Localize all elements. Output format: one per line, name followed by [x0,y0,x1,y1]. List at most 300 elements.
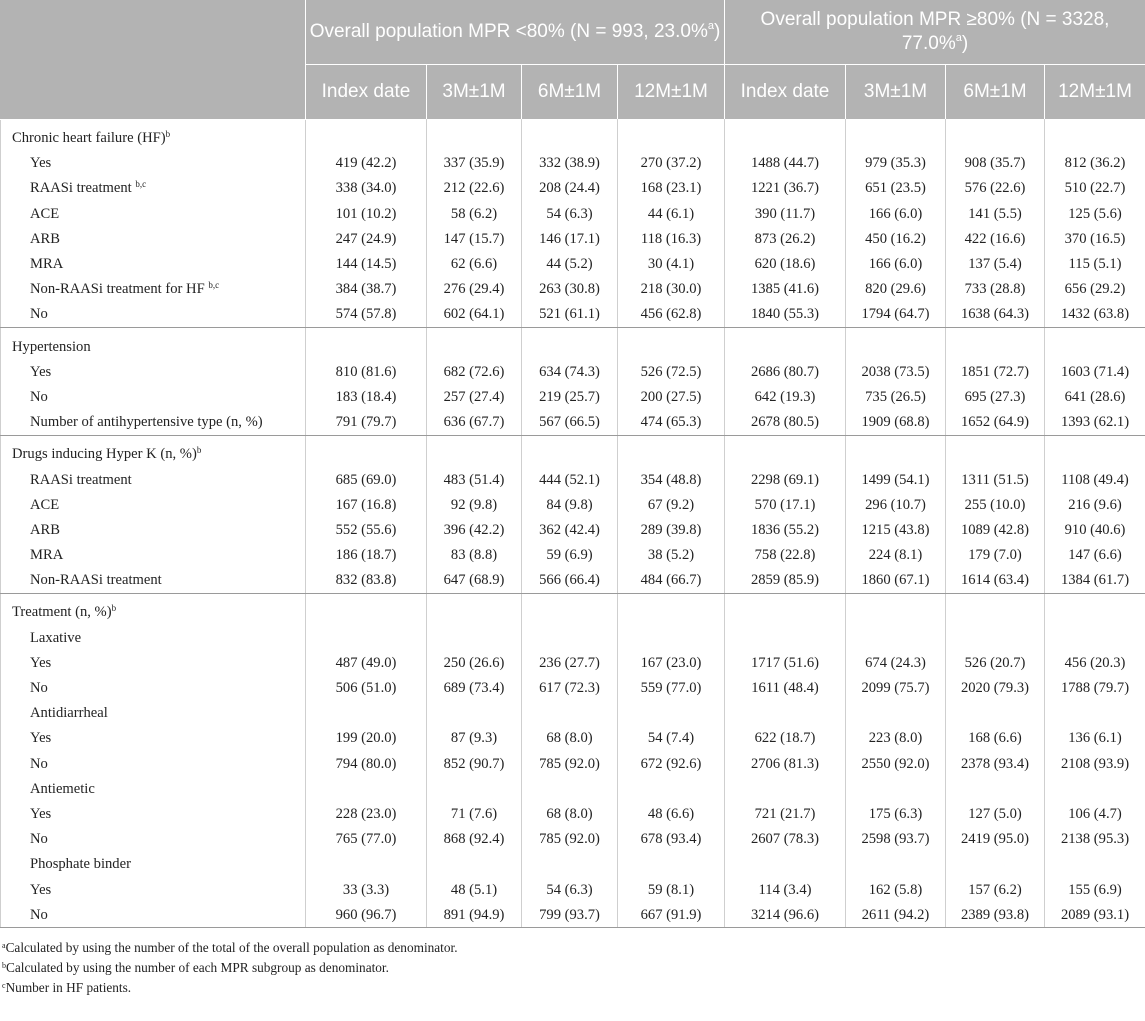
table-cell: 642 (19.3) [725,384,846,409]
row-label-text: RAASi treatment [30,471,132,488]
table-cell: 92 (9.8) [427,492,522,517]
column-header: 3M±1M [846,65,946,120]
row-label [1,410,306,436]
row-label [1,302,306,328]
table-cell: 672 (92.6) [618,751,725,776]
row-label [1,827,306,852]
table-cell: 510 (22.7) [1045,176,1145,201]
table-cell [946,328,1045,360]
table-cell [306,625,427,650]
table-cell [427,701,522,726]
table-cell: 166 (6.0) [846,201,946,226]
table-cell: 873 (26.2) [725,226,846,251]
table-cell: 2686 (80.7) [725,359,846,384]
table-cell [1045,119,1145,151]
table-row [1,827,1145,852]
group-header-sup: a [707,20,714,32]
group-header-mpr-above-80 [725,0,1145,65]
table-cell: 2378 (93.4) [946,751,1045,776]
row-label [1,251,306,276]
table-cell: 144 (14.5) [306,251,427,276]
table-cell [427,625,522,650]
table-cell: 338 (34.0) [306,176,427,201]
table-cell: 2020 (79.3) [946,675,1045,700]
table-cell: 641 (28.6) [1045,384,1145,409]
table-cell: 67 (9.2) [618,492,725,517]
table-row [1,801,1145,826]
table-cell [725,593,846,625]
row-label-text: ARB [30,521,61,538]
table-cell: 891 (94.9) [427,902,522,928]
table-cell: 1652 (64.9) [946,410,1045,436]
table-cell: 208 (24.4) [522,176,618,201]
table-cell: 218 (30.0) [618,277,725,302]
table-row [1,176,1145,201]
table-cell: 2859 (85.9) [725,568,846,594]
table-cell: 1909 (68.8) [846,410,946,436]
table-cell: 250 (26.6) [427,650,522,675]
column-header: 12M±1M [618,65,725,120]
table-cell: 799 (93.7) [522,902,618,928]
table-cell: 647 (68.9) [427,568,522,594]
row-label-text: Yes [30,363,52,380]
table-cell: 390 (11.7) [725,201,846,226]
table-cell [725,328,846,360]
row-label-text: Number of antihypertensive type (n, %) [30,414,263,431]
table-cell [618,119,725,151]
table-row [1,226,1145,251]
footnote-marker: c [2,981,6,991]
row-label [1,384,306,409]
row-label [1,701,306,726]
table-cell: 1432 (63.8) [1045,302,1145,328]
table-row [1,201,1145,226]
table-cell [725,625,846,650]
table-cell: 38 (5.2) [618,543,725,568]
table-cell: 83 (8.8) [427,543,522,568]
table-cell [725,435,846,467]
row-label-text: No [30,388,48,405]
table-cell: 2108 (93.9) [1045,751,1145,776]
table-cell: 617 (72.3) [522,675,618,700]
table-cell: 567 (66.5) [522,410,618,436]
row-label [1,675,306,700]
row-label [1,176,306,201]
table-cell: 289 (39.8) [618,517,725,542]
table-cell: 1794 (64.7) [846,302,946,328]
table-cell: 785 (92.0) [522,827,618,852]
table-row [1,568,1145,594]
table-cell: 689 (73.4) [427,675,522,700]
table-cell: 526 (72.5) [618,359,725,384]
table-cell: 419 (42.2) [306,151,427,176]
row-label-text: Antidiarrheal [30,705,108,722]
table-cell [1045,625,1145,650]
row-label [1,902,306,928]
table-cell [1045,776,1145,801]
table-cell: 908 (35.7) [946,151,1045,176]
footnote-text: Calculated by using the number of the total of the overall population as denominator. [5,940,458,956]
table-row [1,877,1145,902]
row-label-text: Non-RAASi treatment for HF [30,281,209,298]
table-cell: 1840 (55.3) [725,302,846,328]
table-row [1,852,1145,877]
table-cell: 1108 (49.4) [1045,467,1145,492]
section-title [1,435,306,467]
table-cell: 1488 (44.7) [725,151,846,176]
table-cell: 622 (18.7) [725,726,846,751]
table-cell: 444 (52.1) [522,467,618,492]
table-cell [946,435,1045,467]
section-title [1,328,306,360]
table-cell: 384 (38.7) [306,277,427,302]
row-label-text: ARB [30,230,61,247]
table-cell: 216 (9.6) [1045,492,1145,517]
row-label [1,877,306,902]
table-cell: 552 (55.6) [306,517,427,542]
table-cell: 114 (3.4) [725,877,846,902]
table-cell: 175 (6.3) [846,801,946,826]
table-row [1,302,1145,328]
column-header: Index date [306,65,427,120]
table-cell [846,119,946,151]
table-cell [618,328,725,360]
row-label [1,543,306,568]
table-cell: 255 (10.0) [946,492,1045,517]
table-row [1,625,1145,650]
table-cell [618,852,725,877]
row-label-sup: b [196,445,202,456]
table-cell: 276 (29.4) [427,277,522,302]
table-cell: 910 (40.6) [1045,517,1145,542]
table-row [1,701,1145,726]
table-cell: 456 (20.3) [1045,650,1145,675]
table-cell: 337 (35.9) [427,151,522,176]
table-cell: 526 (20.7) [946,650,1045,675]
column-header: 6M±1M [946,65,1045,120]
table-cell [522,852,618,877]
row-label-text: Yes [30,805,52,822]
table-cell: 484 (66.7) [618,568,725,594]
table-cell: 483 (51.4) [427,467,522,492]
table-cell [522,119,618,151]
table-row [1,543,1145,568]
row-label [1,151,306,176]
table-cell [946,701,1045,726]
table-cell [522,593,618,625]
table-cell: 2298 (69.1) [725,467,846,492]
table-cell: 2038 (73.5) [846,359,946,384]
table-cell: 2678 (80.5) [725,410,846,436]
group-header-close: ) [713,21,721,42]
table-cell: 674 (24.3) [846,650,946,675]
row-label [1,277,306,302]
table-cell: 456 (62.8) [618,302,725,328]
row-label-text: No [30,831,48,848]
table-cell: 794 (80.0) [306,751,427,776]
table-cell: 219 (25.7) [522,384,618,409]
table-cell: 179 (7.0) [946,543,1045,568]
table-cell [846,625,946,650]
table-cell: 147 (6.6) [1045,543,1145,568]
table-cell: 2607 (78.3) [725,827,846,852]
table-cell: 354 (48.8) [618,467,725,492]
table-cell: 2598 (93.7) [846,827,946,852]
table-cell: 3214 (96.6) [725,902,846,928]
table-cell: 362 (42.4) [522,517,618,542]
table-cell: 168 (6.6) [946,726,1045,751]
table-cell: 1788 (79.7) [1045,675,1145,700]
group-header-sup: a [955,32,962,44]
table-cell [946,776,1045,801]
row-label [1,650,306,675]
table-cell: 682 (72.6) [427,359,522,384]
column-header: Index date [725,65,846,120]
section-title-row [1,593,1145,625]
table-row [1,384,1145,409]
table-cell: 396 (42.2) [427,517,522,542]
table-row [1,675,1145,700]
table-cell: 868 (92.4) [427,827,522,852]
table-cell [946,852,1045,877]
table-cell: 2389 (93.8) [946,902,1045,928]
table-cell: 101 (10.2) [306,201,427,226]
table-cell: 634 (74.3) [522,359,618,384]
table-cell: 422 (16.6) [946,226,1045,251]
table-cell: 137 (5.4) [946,251,1045,276]
table-cell: 58 (6.2) [427,201,522,226]
table-cell: 636 (67.7) [427,410,522,436]
table-row [1,650,1145,675]
table-cell: 733 (28.8) [946,277,1045,302]
table-cell: 1717 (51.6) [725,650,846,675]
row-label-sup: b,c [208,280,220,291]
table-cell: 54 (6.3) [522,201,618,226]
group-header-text: Overall population MPR ≥80% (N = 3328, 77.0% [760,9,1110,54]
row-label [1,776,306,801]
table-cell: 30 (4.1) [618,251,725,276]
table-cell: 2099 (75.7) [846,675,946,700]
table-cell: 2419 (95.0) [946,827,1045,852]
row-label-text: Phosphate binder [30,856,131,873]
table-cell: 44 (6.1) [618,201,725,226]
table-cell [522,701,618,726]
footnote-marker: b [2,961,6,971]
table-header [1,0,1145,119]
table-cell: 450 (16.2) [846,226,946,251]
table-cell: 1638 (64.3) [946,302,1045,328]
table-row [1,517,1145,542]
table-cell: 125 (5.6) [1045,201,1145,226]
table-cell [725,119,846,151]
table-cell [846,328,946,360]
table-cell [427,776,522,801]
table-cell [618,701,725,726]
table-cell: 186 (18.7) [306,543,427,568]
table-cell [427,119,522,151]
section-title [1,593,306,625]
table-cell [306,593,427,625]
footnote-text: Number in HF patients. [5,980,132,996]
table-cell: 2611 (94.2) [846,902,946,928]
row-label-text: MRA [30,256,64,273]
row-label-text: Hypertension [12,338,91,355]
table-cell: 270 (37.2) [618,151,725,176]
row-label-text: Treatment (n, %) [12,604,112,621]
table-cell: 62 (6.6) [427,251,522,276]
section-title-row [1,328,1145,360]
table-cell: 247 (24.9) [306,226,427,251]
row-label-text: Chronic heart failure (HF) [12,130,166,147]
table-cell: 620 (18.6) [725,251,846,276]
column-header: 6M±1M [522,65,618,120]
table-cell: 157 (6.2) [946,877,1045,902]
table-cell: 570 (17.1) [725,492,846,517]
table-cell: 71 (7.6) [427,801,522,826]
table-cell: 678 (93.4) [618,827,725,852]
table-cell: 960 (96.7) [306,902,427,928]
table-cell: 106 (4.7) [1045,801,1145,826]
group-header-text: Overall population MPR <80% (N = 993, 23.0% [309,21,708,42]
table-cell: 521 (61.1) [522,302,618,328]
table-cell: 2706 (81.3) [725,751,846,776]
footnotes [0,938,1145,998]
row-label-text: Yes [30,155,52,172]
row-label-text: Non-RAASi treatment [30,572,162,589]
table-cell [427,328,522,360]
table-cell: 1836 (55.2) [725,517,846,542]
table-row [1,751,1145,776]
table-row [1,410,1145,436]
table-cell: 48 (5.1) [427,877,522,902]
table-cell: 84 (9.8) [522,492,618,517]
table-cell: 332 (38.9) [522,151,618,176]
table-cell [522,776,618,801]
table-cell: 758 (22.8) [725,543,846,568]
table-cell: 1611 (48.4) [725,675,846,700]
row-label [1,517,306,542]
column-header: 12M±1M [1045,65,1145,120]
table-cell [618,625,725,650]
table-cell: 54 (7.4) [618,726,725,751]
table-row [1,902,1145,928]
table-cell [846,701,946,726]
table-cell: 141 (5.5) [946,201,1045,226]
table-cell: 1614 (63.4) [946,568,1045,594]
table-cell: 147 (15.7) [427,226,522,251]
row-label-text: ACE [30,496,60,513]
table-cell: 1089 (42.8) [946,517,1045,542]
row-label [1,801,306,826]
row-label [1,467,306,492]
table-cell: 651 (23.5) [846,176,946,201]
row-label [1,852,306,877]
table-cell: 212 (22.6) [427,176,522,201]
table-row [1,467,1145,492]
row-label-sup: b,c [135,179,147,190]
table-cell: 118 (16.3) [618,226,725,251]
row-label-text: Yes [30,730,52,747]
table-cell [1045,701,1145,726]
row-label-text: Drugs inducing Hyper K (n, %) [12,446,197,463]
table-cell: 155 (6.9) [1045,877,1145,902]
table-cell [306,435,427,467]
row-label-text: No [30,680,48,697]
group-header-mpr-below-80 [306,0,725,65]
table-cell [427,852,522,877]
table-cell [725,776,846,801]
table-cell [725,701,846,726]
row-label-sup: b [165,129,171,140]
group-header-close: ) [961,33,969,54]
table-cell: 721 (21.7) [725,801,846,826]
table-cell [306,119,427,151]
table-cell [846,593,946,625]
footnote [2,978,1145,998]
table-cell: 183 (18.4) [306,384,427,409]
table-cell: 2138 (95.3) [1045,827,1145,852]
table-row [1,151,1145,176]
row-label-text: MRA [30,547,64,564]
row-label-text: RAASi treatment [30,180,136,197]
table-cell: 1311 (51.5) [946,467,1045,492]
table-cell: 812 (36.2) [1045,151,1145,176]
row-label-text: Yes [30,881,52,898]
table-cell [846,776,946,801]
table-cell: 166 (6.0) [846,251,946,276]
table-cell: 791 (79.7) [306,410,427,436]
table-cell: 296 (10.7) [846,492,946,517]
table-cell: 656 (29.2) [1045,277,1145,302]
table-cell: 199 (20.0) [306,726,427,751]
table-cell: 1499 (54.1) [846,467,946,492]
table-cell: 48 (6.6) [618,801,725,826]
table-cell [522,435,618,467]
table-row [1,251,1145,276]
table-cell: 59 (6.9) [522,543,618,568]
table-cell [946,625,1045,650]
table-row [1,492,1145,517]
table-cell: 68 (8.0) [522,726,618,751]
table-cell: 685 (69.0) [306,467,427,492]
row-label-text: No [30,906,48,923]
table-cell: 1603 (71.4) [1045,359,1145,384]
table-cell: 832 (83.8) [306,568,427,594]
table-cell: 1221 (36.7) [725,176,846,201]
table-cell [1045,328,1145,360]
table-cell: 1215 (43.8) [846,517,946,542]
table-cell [618,593,725,625]
row-label [1,726,306,751]
row-label-text: ACE [30,205,60,222]
table-cell: 223 (8.0) [846,726,946,751]
row-label-text: Antiemetic [30,780,95,797]
table-cell: 228 (23.0) [306,801,427,826]
table-cell [306,852,427,877]
table-cell: 87 (9.3) [427,726,522,751]
footnote [2,938,1145,958]
table-cell: 370 (16.5) [1045,226,1145,251]
table-cell: 54 (6.3) [522,877,618,902]
row-label [1,201,306,226]
table-cell: 785 (92.0) [522,751,618,776]
row-label [1,226,306,251]
section-title [1,119,306,151]
row-label-text: No [30,306,48,323]
row-label [1,492,306,517]
table-cell [306,328,427,360]
footnote-text: Calculated by using the number of each MPR subgroup as denominator. [6,960,389,976]
